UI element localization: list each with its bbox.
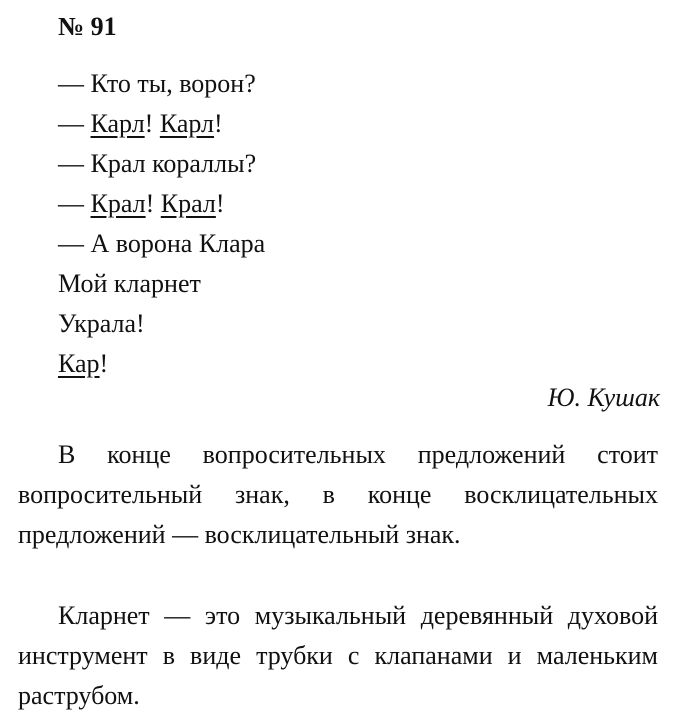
punctuation: ! [215,189,225,218]
poem-line-3 [58,144,265,184]
underlined-word: Карл [90,109,145,138]
underlined-word: Крал [160,189,216,218]
poem-line-2 [58,104,265,144]
dash: — [58,229,91,258]
rule-paragraph: В конце вопросительных предложений стоит вопросительный знак, в конце восклицательных предложений — восклицательный знак. [18,440,658,549]
punctuation: ! [144,109,160,138]
poem-line-1 [58,64,265,104]
dash: — [58,69,91,98]
underlined-word: Карл [159,109,215,138]
punctuation: ! [214,109,223,138]
poem-line-7: Украла! [58,309,145,338]
definition-paragraph: Кларнет — это музыкальный деревянный духовой инструмент в виде трубки с клапанами и маленьким раструбом. [18,601,658,710]
underlined-word: Крал [90,189,146,218]
poem-line-6: Мой кларнет [58,269,201,298]
poem-author: Ю. Кушак [547,383,660,412]
line-text: А ворона Клара [90,229,266,258]
poem-line-8 [58,344,265,384]
line-text: Кто ты, ворон? [90,69,256,98]
line-text: Крал кораллы? [90,149,257,178]
punctuation: ! [145,189,161,218]
exercise-number: № 91 [58,12,117,41]
underlined-word: Кар [58,349,100,378]
dash: — [58,149,91,178]
poem-line-4 [58,184,265,224]
poem-line-5 [58,224,265,264]
dash: — [58,109,91,138]
punctuation: ! [99,349,109,378]
dash: — [58,189,91,218]
poem [58,64,265,384]
